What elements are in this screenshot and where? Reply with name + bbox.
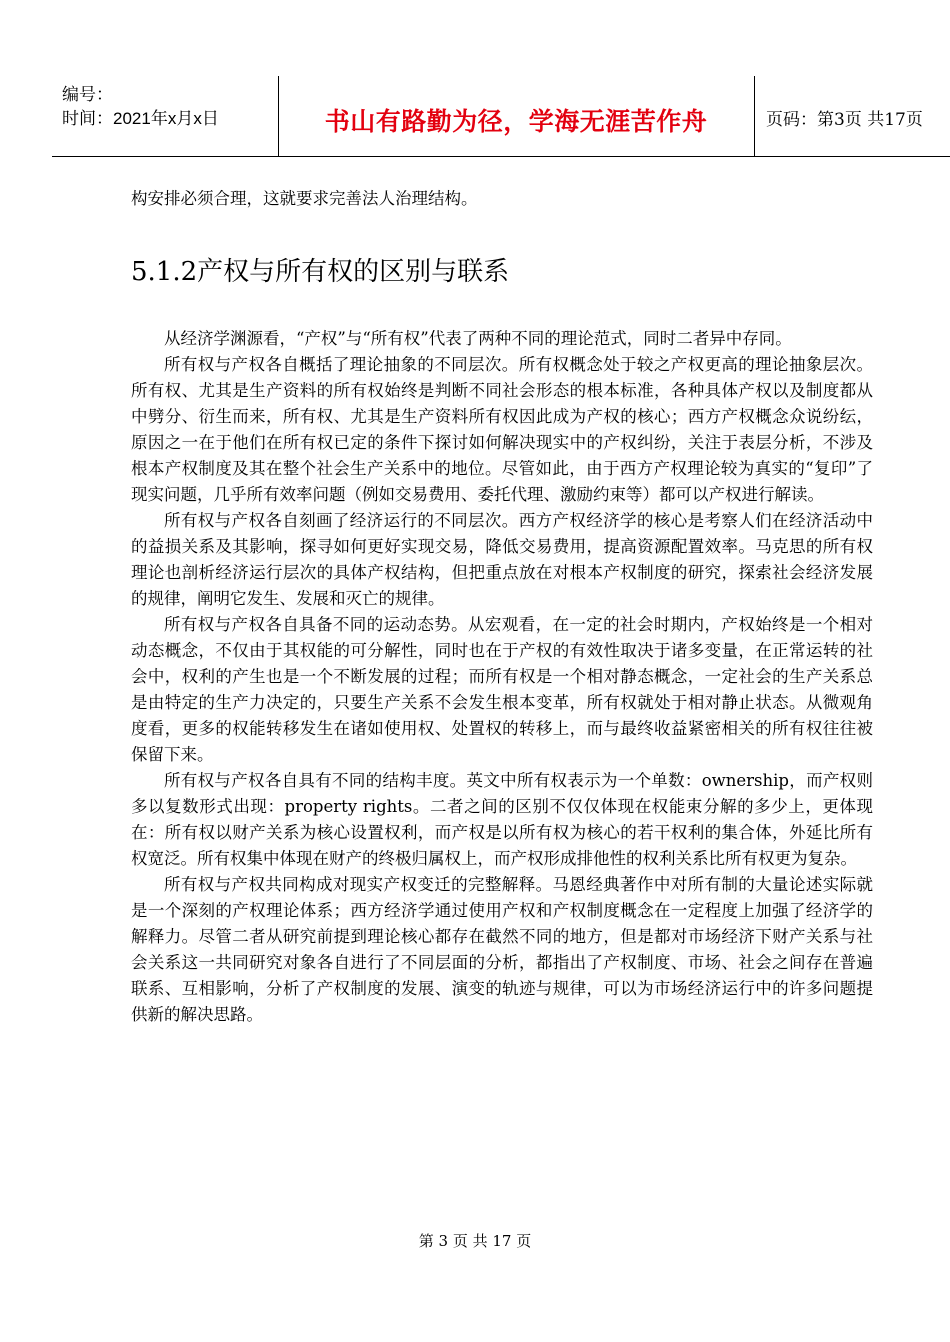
paragraph: 从经济学渊源看，“产权”与“所有权”代表了两种不同的理论范式，同时二者异中存同。	[164, 329, 792, 348]
header-motto: 书山有路勤为径，学海无涯苦作舟	[324, 107, 708, 136]
header-page-label: 页码：第3页 共17页	[766, 110, 923, 130]
paragraph: 所有权与产权各自具备不同的运动态势。从宏观看，在一定的社会时期内，产权始终是一个相对动态概念，不仅由于其权能的可分解性，同时也在于产权的有效性取决于诸多变量，在正常运转的社会中，权利的产生也是一个不断发展的过程；而所有权是一个相对静态概念，一定社会的生产关系总是由特定的生产力决定的，只要生产关系不会发生根本变革，所有权就处于相对静止状态。从微观角度看，更多的权能转移发生在诸如使用权、处置权的转移上，而与最终收益紧密相关的所有权往往被保留下来。	[131, 615, 873, 764]
intro-line: 构安排必须合理，这就要求完善法人治理结构。	[131, 189, 478, 208]
header-motto-cell	[278, 76, 755, 156]
document-time-label: 时间：2021年x月x日	[62, 109, 219, 128]
page-footer: 第 3 页 共 17 页	[418, 1232, 532, 1250]
body-text	[131, 326, 873, 1028]
header-page-cell	[754, 76, 950, 156]
section-heading: 5.1.2产权与所有权的区别与联系	[131, 257, 510, 287]
paragraph: 所有权与产权共同构成对现实产权变迁的完整解释。马恩经典著作中对所有制的大量论述实际就是一个深刻的产权理论体系；西方经济学通过使用产权和产权制度概念在一定程度上加强了经济学的解释力。尽管二者从研究前提到理论核心都存在截然不同的地方，但是都对市场经济下财产关系与社会关系这一共同研究对象各自进行了不同层面的分析，都指出了产权制度、市场、社会之间存在普遍联系、互相影响，分析了产权制度的发展、演变的轨迹与规律，可以为市场经济运行中的许多问题提供新的解决思路。	[131, 875, 873, 1024]
paragraph: 所有权与产权各自具有不同的结构丰度。英文中所有权表示为一个单数：ownership，而产权则多以复数形式出现：property rights。二者之间的区别不仅仅体现在权能束分解的多少上，更体现在：所有权以财产关系为核心设置权利，而产权是以所有权为核心的若干权利的集合体，外延比所有权宽泛。所有权集中体现在财产的终极归属权上，而产权形成排他性的权利关系比所有权更为复杂。	[131, 771, 873, 868]
paragraph: 所有权与产权各自概括了理论抽象的不同层次。所有权概念处于较之产权更高的理论抽象层次。所有权、尤其是生产资料的所有权始终是判断不同社会形态的根本标准，各种具体产权以及制度都从中劈分、衍生而来，所有权、尤其是生产资料所有权因此成为产权的核心；西方产权概念众说纷纭，原因之一在于他们在所有权已定的条件下探讨如何解决现实中的产权纠纷，关注于表层分析，不涉及根本产权制度及其在整个社会生产关系中的地位。尽管如此，由于西方产权理论较为真实的“复印”了现实问题，几乎所有效率问题（例如交易费用、委托代理、激励约束等）都可以产权进行解读。	[131, 355, 873, 504]
document-number-label: 编号：	[62, 85, 113, 104]
paragraph: 所有权与产权各自刻画了经济运行的不同层次。西方产权经济学的核心是考察人们在经济活动中的益损关系及其影响，探寻如何更好实现交易，降低交易费用，提高资源配置效率。马克思的所有权理论也剖析经济运行层次的具体产权结构，但把重点放在对根本产权制度的研究，探索社会经济发展的规律，阐明它发生、发展和灭亡的规律。	[131, 511, 873, 608]
page-header	[52, 76, 950, 157]
header-info-cell	[52, 76, 279, 156]
